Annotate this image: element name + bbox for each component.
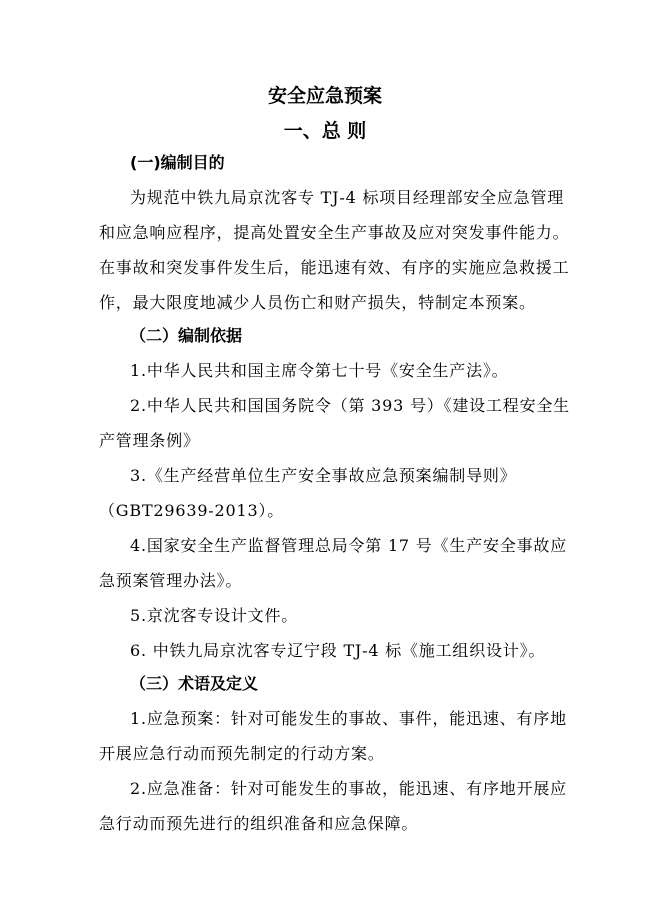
list-item: 5.京沈客专设计文件。 [130, 606, 299, 625]
section-heading-purpose: (一)编制目的 [130, 153, 225, 172]
definition-item-continued: 急行动而预先进行的组织准备和应急保障。 [99, 814, 419, 833]
section-heading-basis: （二）编制依据 [130, 326, 243, 345]
document-title: 安全应急预案 [267, 85, 382, 107]
paragraph-line: 在事故和突发事件发生后，能迅速有效、有序的实施应急救援工 [99, 258, 570, 277]
definition-item: 1.应急预案：针对可能发生的事故、事件，能迅速、有序地 [130, 709, 567, 728]
paragraph-line: 和应急响应程序，提高处置安全生产事故及应对突发事件能力。 [99, 223, 570, 242]
definition-item-continued: 开展应急行动而预先制定的行动方案。 [99, 744, 385, 763]
list-item: 6. 中铁九局京沈客专辽宁段 TJ-4 标《施工组织设计》。 [130, 641, 546, 660]
section-heading-terms: （三）术语及定义 [130, 674, 259, 693]
list-item-continued: 产管理条例》 [99, 431, 200, 450]
list-item-continued: （GBT29639-2013）。 [99, 501, 285, 520]
list-item-continued: 急预案管理办法》。 [99, 571, 243, 590]
paragraph-line: 为规范中铁九局京沈客专 TJ-4 标项目经理部安全应急管理 [130, 188, 565, 207]
list-item: 3.《生产经营单位生产安全事故应急预案编制导则》 [130, 466, 517, 485]
definition-item: 2.应急准备：针对可能发生的事故，能迅速、有序地开展应 [130, 779, 567, 798]
list-item: 4.国家安全生产监督管理总局令第 17 号《生产安全事故应 [130, 536, 567, 555]
chapter-heading: 一、总 则 [283, 120, 367, 142]
list-item: 1.中华人民共和国主席令第七十号《安全生产法》。 [130, 361, 509, 380]
list-item: 2.中华人民共和国国务院令（第 393 号）《建设工程安全生 [130, 396, 570, 415]
paragraph-line: 作，最大限度地减少人员伤亡和财产损失，特制定本预案。 [99, 293, 536, 312]
